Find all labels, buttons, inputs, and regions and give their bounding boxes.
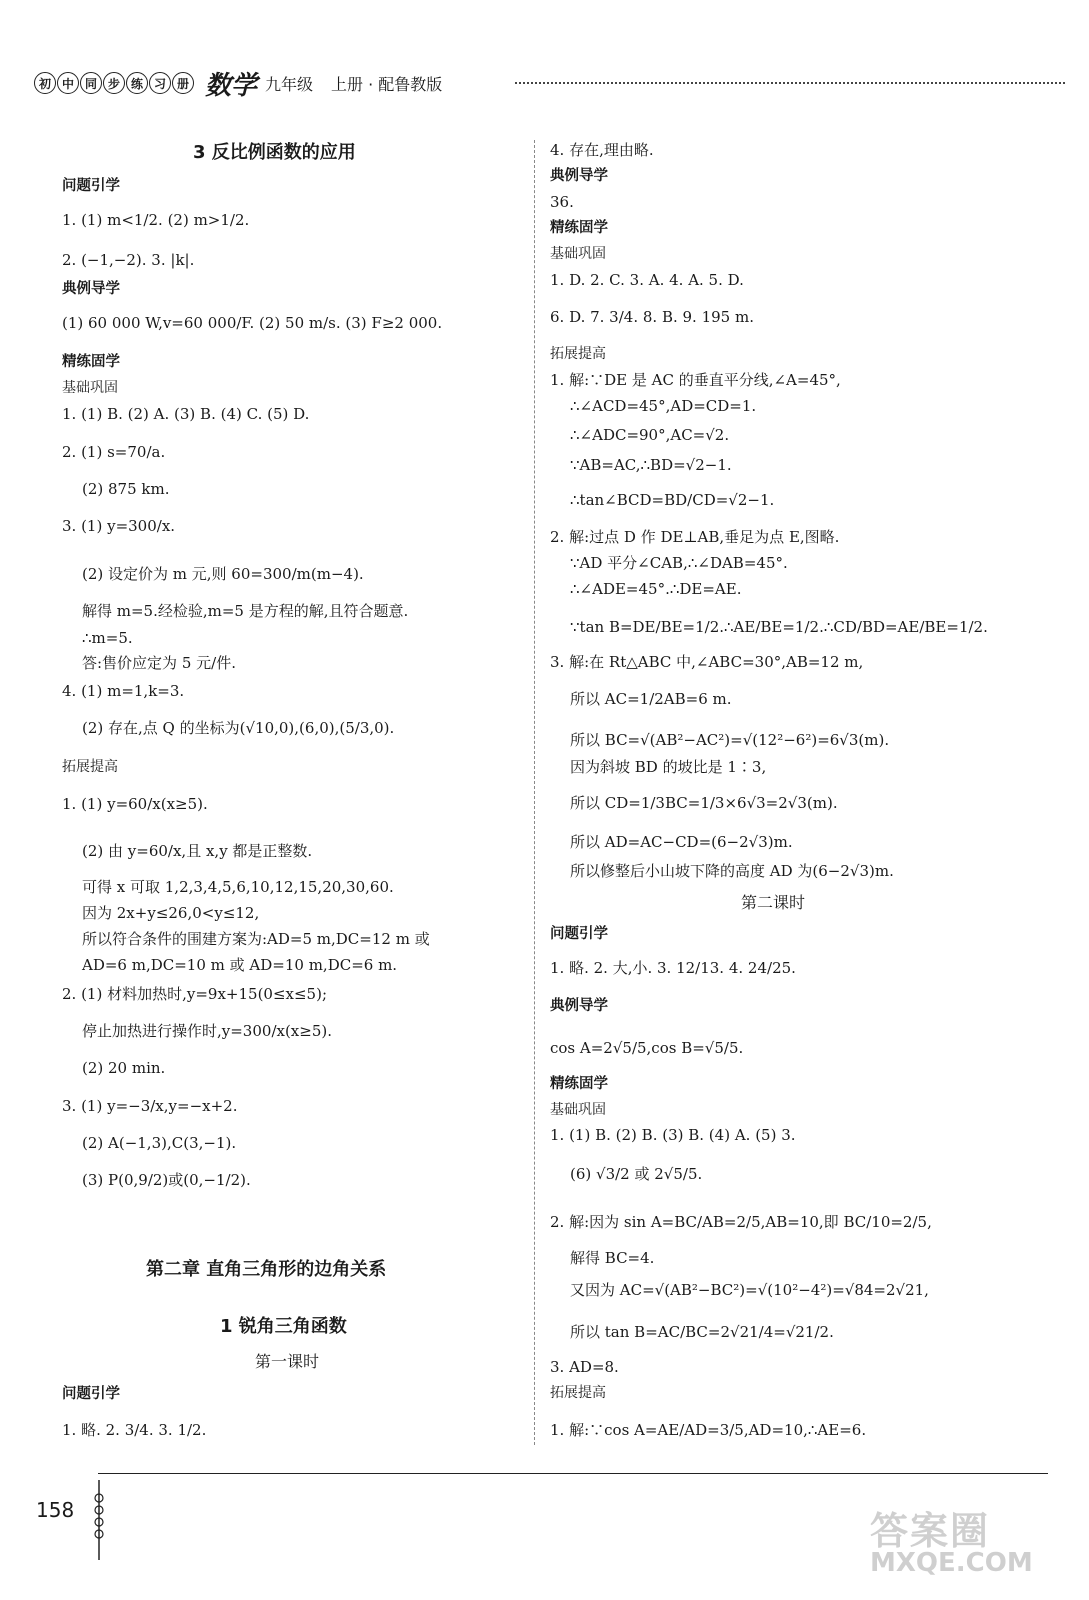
right-line: ∴∠ADE=45°.∴DE=AE.	[570, 580, 742, 598]
right-line: 拓展提高	[550, 346, 606, 362]
right-line: 2. 解:因为 sin A=BC/AB=2/5,AB=10,即 BC/10=2/5,	[550, 1213, 932, 1231]
right-line: 36.	[550, 193, 574, 211]
left-line: 基础巩固	[62, 380, 118, 396]
right-line: ∴∠ACD=45°,AD=CD=1.	[570, 397, 757, 415]
right-line: 基础巩固	[550, 1102, 606, 1118]
left-line: 1. (1) m<1/2. (2) m>1/2.	[62, 211, 250, 229]
left-line: 1 锐角三角函数	[220, 1316, 347, 1337]
series-char: 中	[57, 72, 79, 94]
left-line: 问题引学	[62, 178, 120, 194]
right-line: 所以 tan B=AC/BC=2√21/4=√21/2.	[570, 1323, 834, 1341]
series-title	[34, 72, 195, 94]
left-line: 停止加热进行操作时,y=300/x(x≥5).	[82, 1022, 332, 1040]
right-line: 典例导学	[550, 998, 608, 1014]
left-line: 1. (1) B. (2) A. (3) B. (4) C. (5) D.	[62, 405, 310, 423]
watermark-logo: 答案圈	[870, 1509, 991, 1553]
right-line: 1. (1) B. (2) B. (3) B. (4) A. (5) 3.	[550, 1126, 796, 1144]
left-line: (2) A(−1,3),C(3,−1).	[82, 1134, 237, 1152]
left-line: (3) P(0,9/2)或(0,−1/2).	[82, 1171, 251, 1189]
right-line: ∵AD 平分∠CAB,∴∠DAB=45°.	[570, 554, 788, 572]
right-line: 3. 解:在 Rt△ABC 中,∠ABC=30°,AB=12 m,	[550, 653, 864, 671]
right-line: ∴tan∠BCD=BD/CD=√2−1.	[570, 491, 775, 509]
left-line: 拓展提高	[62, 759, 118, 775]
left-line: (2) 由 y=60/x,且 x,y 都是正整数.	[82, 842, 313, 860]
right-line: 3. AD=8.	[550, 1358, 619, 1376]
right-line: ∴∠ADC=90°,AC=√2.	[570, 426, 730, 444]
right-line: ∵AB=AC,∴BD=√2−1.	[570, 456, 732, 474]
series-char: 步	[103, 72, 125, 94]
right-line: cos A=2√5/5,cos B=√5/5.	[550, 1039, 744, 1057]
right-line: 6. D. 7. 3/4. 8. B. 9. 195 m.	[550, 308, 754, 326]
left-line: (1) 60 000 W,v=60 000/F. (2) 50 m/s. (3) F≥2 000.	[62, 314, 443, 332]
left-line: 1. (1) y=60/x(x≥5).	[62, 795, 208, 813]
series-char: 练	[126, 72, 148, 94]
left-line: 问题引学	[62, 1386, 120, 1402]
right-line: 精练固学	[550, 220, 608, 236]
right-line: 解得 BC=4.	[570, 1249, 655, 1267]
right-line: 精练固学	[550, 1076, 608, 1092]
left-line: (2) 设定价为 m 元,则 60=300/m(m−4).	[82, 565, 364, 583]
book-label: 上册 · 配鲁教版	[331, 74, 443, 94]
right-line: 1. 解:∵cos A=AE/AD=3/5,AD=10,∴AE=6.	[550, 1421, 867, 1439]
right-line: 拓展提高	[550, 1385, 606, 1401]
right-line: 第二课时	[741, 893, 806, 912]
right-line: 所以 AC=1/2AB=6 m.	[570, 690, 732, 708]
right-line: 所以 AD=AC−CD=(6−2√3)m.	[570, 833, 793, 851]
right-line: 所以 CD=1/3BC=1/3×6√3=2√3(m).	[570, 794, 838, 812]
watermark-url: MXQE.COM	[870, 1548, 1033, 1578]
left-line: (2) 20 min.	[82, 1059, 166, 1077]
right-line: (6) √3/2 或 2√5/5.	[570, 1165, 703, 1183]
left-line: (2) 875 km.	[82, 480, 170, 498]
right-line: 基础巩固	[550, 246, 606, 262]
left-line: 3. (1) y=−3/x,y=−x+2.	[62, 1097, 238, 1115]
left-line: 1. 略. 2. 3/4. 3. 1/2.	[62, 1421, 207, 1439]
left-line: (2) 存在,点 Q 的坐标为(√10,0),(6,0),(5/3,0).	[82, 719, 395, 737]
grade-label: 九年级	[265, 74, 314, 94]
left-line: 4. (1) m=1,k=3.	[62, 682, 185, 700]
right-line: 又因为 AC=√(AB²−BC²)=√(10²−4²)=√84=2√21,	[570, 1281, 929, 1299]
page-number: 158	[36, 1498, 75, 1522]
left-line: 精练固学	[62, 354, 120, 370]
right-line: 问题引学	[550, 926, 608, 942]
left-line: 第一课时	[255, 1352, 320, 1371]
series-char: 习	[149, 72, 171, 94]
binding-spiral-icon	[92, 1480, 106, 1560]
left-line: 3 反比例函数的应用	[193, 142, 356, 163]
left-line: AD=6 m,DC=10 m 或 AD=10 m,DC=6 m.	[82, 956, 398, 974]
left-line: 第二章 直角三角形的边角关系	[146, 1259, 387, 1280]
series-char: 册	[172, 72, 194, 94]
left-line: 2. (1) s=70/a.	[62, 443, 166, 461]
left-line: 因为 2x+y≤26,0<y≤12,	[82, 904, 260, 922]
page-header	[34, 68, 443, 101]
footer-rule	[98, 1473, 1048, 1474]
right-line: ∵tan B=DE/BE=1/2.∴AE/BE=1/2.∴CD/BD=AE/BE=1/2.	[570, 618, 988, 636]
left-line: 2. (−1,−2). 3. |k|.	[62, 251, 195, 269]
right-line: 因为斜坡 BD 的坡比是 1∶3,	[570, 758, 767, 776]
right-line: 所以 BC=√(AB²−AC²)=√(12²−6²)=6√3(m).	[570, 731, 890, 749]
left-line: ∴m=5.	[82, 629, 133, 647]
right-line: 1. D. 2. C. 3. A. 4. A. 5. D.	[550, 271, 744, 289]
left-line: 解得 m=5.经检验,m=5 是方程的解,且符合题意.	[82, 602, 409, 620]
series-char: 同	[80, 72, 102, 94]
right-line: 典例导学	[550, 168, 608, 184]
series-char: 初	[34, 72, 56, 94]
left-line: 2. (1) 材料加热时,y=9x+15(0≤x≤5);	[62, 985, 328, 1003]
right-line: 4. 存在,理由略.	[550, 141, 654, 159]
column-divider	[534, 140, 535, 1445]
right-line: 1. 略. 2. 大,小. 3. 12/13. 4. 24/25.	[550, 959, 796, 977]
right-line: 1. 解:∵DE 是 AC 的垂直平分线,∠A=45°,	[550, 371, 841, 389]
left-line: 所以符合条件的围建方案为:AD=5 m,DC=12 m 或	[82, 930, 430, 948]
left-line: 3. (1) y=300/x.	[62, 517, 176, 535]
right-line: 所以修整后小山坡下降的高度 AD 为(6−2√3)m.	[570, 862, 894, 880]
right-line: 2. 解:过点 D 作 DE⊥AB,垂足为点 E,图略.	[550, 528, 840, 546]
left-line: 答:售价应定为 5 元/件.	[82, 654, 236, 672]
subject-title: 数学	[205, 70, 258, 101]
left-line: 典例导学	[62, 281, 120, 297]
header-dotted-rule	[515, 82, 1065, 84]
left-line: 可得 x 可取 1,2,3,4,5,6,10,12,15,20,30,60.	[82, 878, 394, 896]
